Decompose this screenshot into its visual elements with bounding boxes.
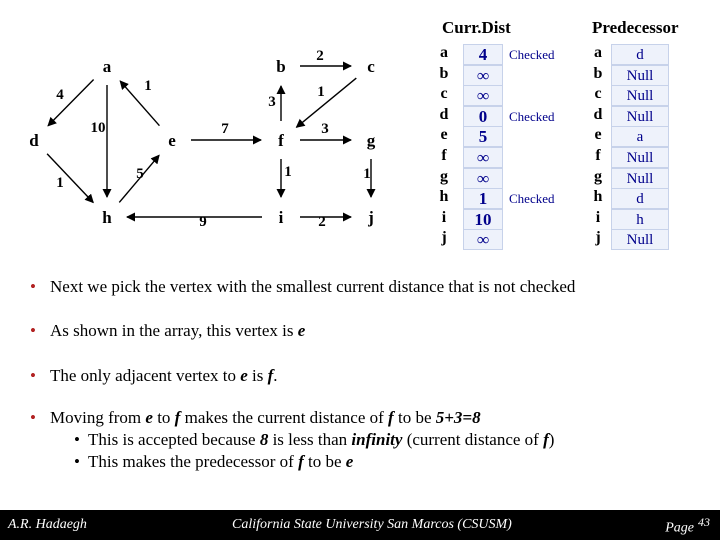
node-label-g: g bbox=[366, 131, 376, 150]
edge-weight-g-j: 1 bbox=[363, 166, 371, 182]
edge-c-f bbox=[296, 78, 356, 127]
checked-label-a: Checked bbox=[509, 47, 555, 62]
pred-cell-a: d bbox=[611, 44, 669, 65]
pred-cell-e: a bbox=[611, 126, 669, 147]
pred-header: Predecessor bbox=[592, 18, 679, 37]
value: 8 bbox=[259, 430, 269, 449]
vertex-name: f bbox=[174, 408, 181, 427]
dist-row-label: a bbox=[440, 44, 448, 61]
node-label-h: h bbox=[102, 208, 112, 227]
dist-cell-h: 1 bbox=[463, 188, 503, 209]
node-label-d: d bbox=[29, 131, 39, 150]
pred-row-label: j bbox=[595, 229, 601, 247]
node-label-b: b bbox=[276, 57, 286, 76]
page-num-value: 43 bbox=[698, 515, 710, 529]
dist-row-label: j bbox=[441, 229, 447, 247]
dist-row-label: f bbox=[441, 147, 447, 164]
pred-row-label: b bbox=[593, 64, 603, 82]
edge-e-a bbox=[120, 81, 159, 126]
bullet-3 bbox=[30, 366, 278, 386]
edge-weight-c-f: 1 bbox=[317, 84, 325, 100]
bullet-text: is bbox=[247, 366, 268, 385]
dist-cell-f: ∞ bbox=[463, 147, 503, 168]
graph-diagram bbox=[0, 0, 430, 250]
pred-cell-j: Null bbox=[611, 229, 669, 250]
bullet-text: to be bbox=[393, 408, 436, 427]
bullet-text: ) bbox=[548, 430, 555, 449]
graph-nodes bbox=[15, 47, 390, 236]
dist-cell-d: 0 bbox=[463, 106, 503, 127]
vertex-name: e bbox=[145, 408, 153, 427]
edge-weight-f-g: 3 bbox=[321, 121, 329, 137]
bullet-text: makes the current distance of bbox=[180, 408, 389, 427]
pred-row-label: c bbox=[594, 85, 602, 103]
node-label-f: f bbox=[278, 131, 284, 150]
pred-row-label: e bbox=[594, 126, 602, 144]
bullet-dot: • bbox=[30, 277, 36, 296]
sub-bullet-dot: • bbox=[74, 452, 80, 471]
pred-cell-i: h bbox=[611, 209, 669, 230]
pred-cell-h: d bbox=[611, 188, 669, 209]
bullet-text: to bbox=[152, 408, 175, 427]
edge-weight-e-a: 1 bbox=[144, 78, 152, 94]
edge-weight-f-b: 3 bbox=[268, 94, 276, 110]
bullet-text: is less than bbox=[268, 430, 352, 449]
edge-weight-i-j: 2 bbox=[318, 214, 326, 230]
bullet-text: This makes the predecessor of bbox=[88, 452, 299, 471]
bullet-text: (current distance of bbox=[402, 430, 544, 449]
dist-cell-c: ∞ bbox=[463, 85, 503, 106]
dist-row-label: e bbox=[440, 126, 448, 144]
pred-row-label: d bbox=[593, 105, 603, 123]
bullet-text: Next we pick the vertex with the smallest current distance that is not checked bbox=[50, 277, 576, 296]
bullet-text: The only adjacent vertex to bbox=[50, 366, 241, 385]
pred-row-label: g bbox=[594, 167, 602, 185]
checked-label-d: Checked bbox=[509, 108, 555, 124]
pred-row-label: a bbox=[594, 44, 602, 61]
sub-bullet-1 bbox=[74, 430, 554, 450]
edge-weight-a-h: 10 bbox=[90, 120, 106, 136]
bullet-4 bbox=[30, 408, 481, 428]
bullet-text: Moving from bbox=[50, 408, 146, 427]
edge-weight-e-f: 7 bbox=[221, 121, 229, 137]
bullet-dot: • bbox=[30, 366, 36, 385]
edge-a-d bbox=[48, 80, 94, 126]
author: A.R. Hadaegh bbox=[8, 517, 87, 532]
edge-d-h bbox=[47, 154, 93, 203]
pred-row-label: h bbox=[593, 188, 603, 206]
dist-row-label: g bbox=[440, 167, 448, 185]
dist-cell-j: ∞ bbox=[463, 229, 503, 250]
dist-header: Curr.Dist bbox=[442, 18, 511, 37]
dist-cell-g: ∞ bbox=[463, 168, 503, 189]
bullet-text: This is accepted because bbox=[88, 430, 260, 449]
dist-cell-i: 10 bbox=[463, 209, 503, 230]
expression: 5+3=8 bbox=[435, 408, 481, 427]
edge-weight-b-c: 2 bbox=[316, 48, 324, 64]
vertex-name: f bbox=[298, 452, 304, 471]
vertex-name: e bbox=[297, 321, 306, 340]
dist-row-label: h bbox=[439, 188, 449, 206]
pred-cell-g: Null bbox=[611, 168, 669, 189]
institution: California State University San Marcos (CSUSM) bbox=[232, 517, 512, 532]
node-label-e: e bbox=[168, 131, 176, 150]
edge-weight-d-h: 1 bbox=[56, 175, 64, 191]
page-label: Page bbox=[665, 520, 694, 536]
vertex-name: f bbox=[388, 408, 394, 427]
dist-cell-e: 5 bbox=[463, 126, 503, 147]
edge-weight-i-h: 9 bbox=[199, 214, 207, 230]
vertex-name: e bbox=[240, 366, 248, 385]
vertex-name: f bbox=[543, 430, 549, 449]
pred-row-label: f bbox=[595, 147, 601, 164]
bullet-2 bbox=[30, 321, 305, 341]
pred-row-label: i bbox=[595, 208, 601, 226]
sub-bullet-dot: • bbox=[74, 430, 80, 449]
checked-label-h: Checked bbox=[509, 191, 555, 207]
vertex-name: e bbox=[345, 452, 354, 471]
pred-cell-d: Null bbox=[611, 106, 669, 127]
pred-cell-f: Null bbox=[611, 147, 669, 168]
bullet-dot: • bbox=[30, 321, 36, 340]
value: infinity bbox=[351, 430, 403, 449]
dist-cell-a: 4 bbox=[463, 44, 503, 65]
node-label-i: i bbox=[278, 208, 284, 227]
dist-row-label: i bbox=[441, 208, 447, 226]
dist-row-label: b bbox=[439, 64, 449, 82]
edge-weight-f-i: 1 bbox=[284, 164, 292, 180]
bullet-text: . bbox=[273, 366, 278, 385]
dist-row-label: c bbox=[440, 85, 448, 103]
bullet-text: to be bbox=[303, 452, 346, 471]
vertex-name: f bbox=[267, 366, 274, 385]
footer-bar bbox=[0, 510, 720, 540]
page-number bbox=[665, 515, 710, 537]
node-label-c: c bbox=[367, 57, 375, 76]
pred-cell-c: Null bbox=[611, 85, 669, 106]
dist-cell-b: ∞ bbox=[463, 65, 503, 86]
dist-row-label: d bbox=[439, 105, 449, 123]
bullet-dot: • bbox=[30, 408, 36, 427]
node-label-j: j bbox=[368, 208, 374, 227]
sub-bullet-2 bbox=[74, 452, 353, 472]
pred-cell-b: Null bbox=[611, 65, 669, 86]
edge-weight-a-d: 4 bbox=[56, 87, 64, 103]
bullet-1 bbox=[30, 277, 575, 297]
edge-weight-h-e: 5 bbox=[136, 166, 144, 182]
bullet-text: As shown in the array, this vertex is bbox=[50, 321, 298, 340]
node-label-a: a bbox=[102, 57, 112, 76]
